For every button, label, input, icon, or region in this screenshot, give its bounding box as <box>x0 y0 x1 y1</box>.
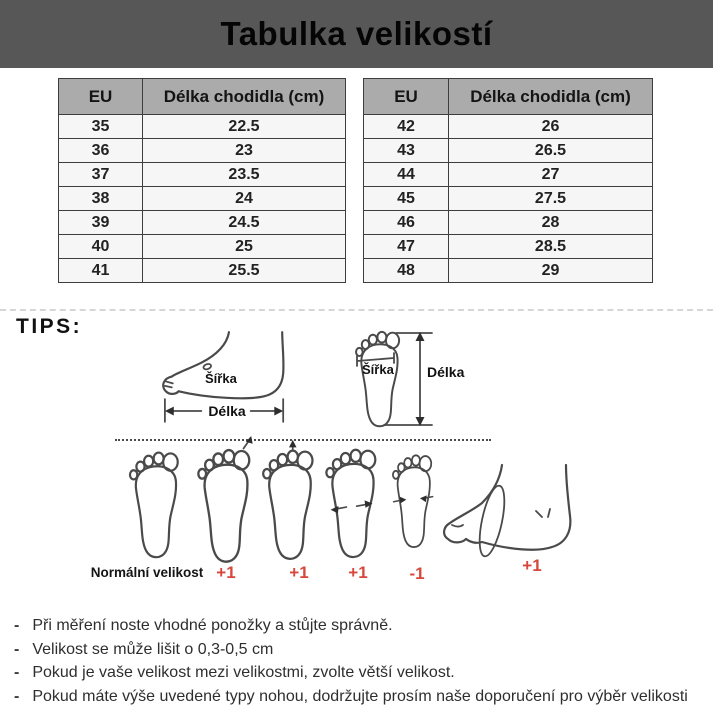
foot-type-label-plus1-d: +1 <box>522 556 542 575</box>
cell-eu: 38 <box>59 187 143 211</box>
side-width-label: Šířka <box>205 371 237 386</box>
cell-length: 28 <box>449 211 653 235</box>
col-header-length: Délka chodidla (cm) <box>449 79 653 115</box>
cell-length: 25.5 <box>143 259 346 283</box>
cell-length: 27.5 <box>449 187 653 211</box>
cell-length: 23.5 <box>143 163 346 187</box>
table-row <box>59 115 346 139</box>
table-header-row <box>59 79 346 115</box>
table-row <box>59 211 346 235</box>
col-header-eu: EU <box>364 79 449 115</box>
foot-diagram-high-instep <box>440 458 590 576</box>
table-row <box>59 139 346 163</box>
table-row <box>364 139 653 163</box>
cell-eu: 42 <box>364 115 449 139</box>
foot-type-label-plus1-b: +1 <box>289 563 309 582</box>
table-row <box>59 235 346 259</box>
table-row <box>364 259 653 283</box>
section-divider <box>0 309 713 311</box>
top-length-label: Délka <box>427 364 465 380</box>
cell-length: 25 <box>143 235 346 259</box>
cell-eu: 40 <box>59 235 143 259</box>
size-table-eu-35-41 <box>58 78 346 283</box>
note-item <box>14 664 704 683</box>
cell-length: 28.5 <box>449 235 653 259</box>
note-item <box>14 688 704 707</box>
table-row <box>364 187 653 211</box>
note-text: Pokud máte výše uvedené typy nohou, dodržujte prosím naše doporučení pro výběr velikosti <box>32 687 688 705</box>
cell-eu: 41 <box>59 259 143 283</box>
note-text: Pokud je vaše velikost mezi velikostmi, zvolte větší velikost. <box>32 664 455 681</box>
table-row <box>364 115 653 139</box>
table-row <box>364 235 653 259</box>
cell-length: 24 <box>143 187 346 211</box>
cell-length: 27 <box>449 163 653 187</box>
cell-length: 26.5 <box>449 139 653 163</box>
foot-type-label-minus1: -1 <box>409 564 425 583</box>
table-row <box>364 163 653 187</box>
cell-length: 26 <box>449 115 653 139</box>
foot-diagram-long-second-toe <box>258 437 320 563</box>
cell-eu: 36 <box>59 139 143 163</box>
bullet-dash: - <box>14 640 20 658</box>
cell-length: 22.5 <box>143 115 346 139</box>
foot-type-label-plus1-c: +1 <box>348 563 368 582</box>
table-row <box>59 187 346 211</box>
foot-diagram-narrow <box>386 438 442 562</box>
cell-eu: 47 <box>364 235 449 259</box>
title-banner <box>0 0 713 68</box>
foot-diagram-normal <box>125 442 185 564</box>
cell-eu: 35 <box>59 115 143 139</box>
table-row <box>59 259 346 283</box>
notes-list <box>14 617 704 706</box>
note-item <box>14 617 704 636</box>
table-row <box>364 211 653 235</box>
size-table-eu-42-48 <box>363 78 653 283</box>
tips-heading: TIPS: <box>16 315 83 338</box>
foot-diagram-long-big-toe <box>193 434 257 564</box>
cell-eu: 39 <box>59 211 143 235</box>
table-header-row <box>364 79 653 115</box>
table-row <box>59 163 346 187</box>
cell-length: 24.5 <box>143 211 346 235</box>
col-header-length: Délka chodidla (cm) <box>143 79 346 115</box>
cell-eu: 37 <box>59 163 143 187</box>
col-header-eu: EU <box>59 79 143 115</box>
cell-eu: 45 <box>364 187 449 211</box>
top-width-label: Šířka <box>362 362 394 377</box>
bullet-dash: - <box>14 664 20 681</box>
cell-length: 29 <box>449 259 653 283</box>
foot-type-label-normal: Normální velikost <box>90 565 204 580</box>
cell-eu: 43 <box>364 139 449 163</box>
note-text: Velikost se může lišit o 0,3-0,5 cm <box>32 640 274 658</box>
bullet-dash: - <box>14 617 20 634</box>
cell-eu: 46 <box>364 211 449 235</box>
cell-eu: 48 <box>364 259 449 283</box>
bullet-dash: - <box>14 687 20 705</box>
cell-length: 23 <box>143 139 346 163</box>
note-text: Při měření noste vhodné ponožky a stůjte správně. <box>32 617 393 634</box>
side-length-label: Délka <box>208 403 246 419</box>
foot-diagram-wide <box>321 440 383 563</box>
note-item <box>14 641 704 660</box>
cell-eu: 44 <box>364 163 449 187</box>
foot-type-label-plus1-a: +1 <box>216 563 236 582</box>
page-title: Tabulka velikostí <box>220 15 493 52</box>
